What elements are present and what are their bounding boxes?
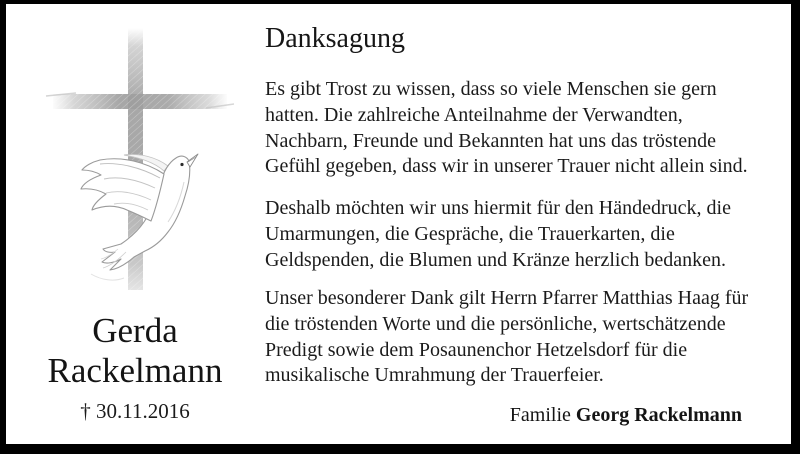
death-date-line (6, 398, 264, 424)
text-line: Gefühl gegeben, dass wir in unserer Trauer nicht allein sind. (265, 155, 748, 178)
text-line: die tröstenden Worte und die persönliche, wertschätzende (265, 312, 726, 335)
thank-you-paragraph-3 (265, 286, 748, 389)
text-line: Deshalb möchten wir uns hiermit für den Händedruck, die (265, 197, 731, 219)
death-date: 30.11.2016 (96, 399, 190, 423)
deceased-name (6, 311, 264, 391)
text-line: Unser besonderer Dank gilt Herrn Pfarrer Matthias Haag für (265, 287, 749, 309)
text-line: Predigt sowie dem Posaunenchor Hetzelsdorf für die (265, 338, 688, 361)
obituary-card (6, 4, 791, 444)
text-line: Nachbarn, Freunde und Bekannten hat uns das tröstende (265, 129, 716, 152)
deceased-last-name: Rackelmann (47, 351, 223, 390)
text-line: hatten. Die zahlreiche Anteilnahme der Verwandten, (265, 103, 683, 126)
thank-you-paragraph-1 (265, 77, 748, 180)
death-cross-symbol: † (80, 399, 91, 423)
family-name: Georg Rackelmann (575, 404, 742, 426)
notice-text-column (265, 4, 749, 444)
text-line: Es gibt Trost zu wissen, dass so viele Menschen sie gern (265, 78, 717, 100)
notice-title: Danksagung (265, 23, 405, 54)
memorial-illustration (6, 4, 261, 304)
closing-signature (265, 402, 742, 428)
text-line: Geldspenden, die Blumen und Kränze herzlich bedanken. (265, 248, 726, 271)
deceased-first-name: Gerda (92, 311, 178, 350)
text-line: Umarmungen, die Gespräche, die Trauerkarten, die (265, 222, 675, 245)
thank-you-paragraph-2 (265, 196, 731, 273)
family-prefix: Familie (509, 404, 571, 426)
text-line: musikalische Umrahmung der Trauerfeier. (265, 364, 604, 387)
